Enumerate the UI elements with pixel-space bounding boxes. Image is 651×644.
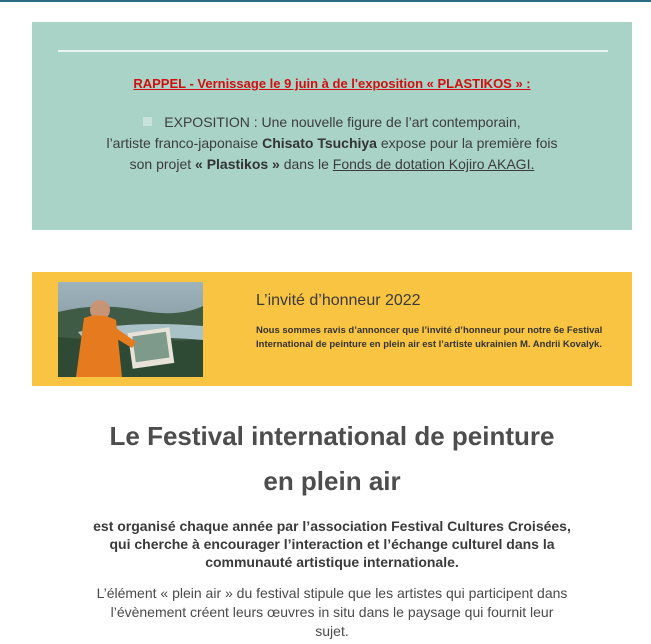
reminder-divider	[58, 50, 608, 52]
painter-landscape-image	[58, 282, 203, 377]
festival-desc-line-3: sujet.	[315, 623, 349, 639]
exhibition-line-3	[42, 154, 622, 175]
reminder-heading-link[interactable]: RAPPEL - Vernissage le 9 juin à de l'exposition « PLASTIKOS » :	[133, 76, 531, 91]
exhibition-line-1	[42, 112, 622, 133]
exhibition-text: expose pour la première fois	[376, 135, 558, 151]
exhibition-reminder-block	[32, 22, 632, 230]
festival-sub-line-2: qui cherche à encourager l’interaction et l’échange culturel dans la	[109, 536, 555, 552]
guest-title: L’invité d’honneur 2022	[256, 292, 421, 309]
festival-desc-line-2: l’évènement créent leurs œuvres in situ dans le paysage qui fournit leur	[110, 604, 554, 620]
festival-title-line-2: en plein air	[263, 466, 401, 496]
festival-title	[32, 414, 632, 504]
guest-text: Nous sommes ravis d’annoncer que l’invité d’honneur pour notre 6e Festival International de peinture en plein air est l’artiste ukrainien	[256, 325, 603, 350]
exhibition-description	[42, 112, 622, 175]
festival-organizer-text	[32, 517, 632, 571]
exhibition-intro: EXPOSITION : Une nouvelle figure de l’art contemporain,	[164, 114, 521, 130]
festival-sub-line-3: communauté artistique internationale.	[205, 554, 459, 570]
guest-photo	[58, 282, 203, 377]
festival-desc-line-1: L’élément « plein air » du festival stipule que les artistes qui participent dans	[96, 585, 568, 601]
artist-name: Chisato Tsuchiya	[262, 135, 377, 151]
festival-description	[32, 584, 632, 641]
bullet-square-icon	[143, 117, 152, 126]
exhibition-text: dans le	[279, 156, 333, 172]
project-name: « Plastikos »	[195, 156, 280, 172]
fund-link[interactable]: Fonds de dotation Kojiro AKAGI.	[332, 156, 535, 172]
festival-sub-line-1: est organisé chaque année par l’association Festival Cultures Croisées,	[93, 518, 571, 534]
festival-title-line-1: Le Festival international de peinture	[109, 421, 555, 451]
guest-of-honour-block	[32, 272, 632, 386]
exhibition-text: l’artiste franco-japonaise	[106, 135, 263, 151]
exhibition-line-2	[42, 133, 622, 154]
top-divider	[0, 0, 651, 2]
guest-announcement	[256, 324, 611, 352]
guest-name: M. Andrii Kovalyk	[519, 339, 600, 350]
guest-text-end: .	[599, 339, 602, 350]
exhibition-text: son projet	[129, 156, 196, 172]
